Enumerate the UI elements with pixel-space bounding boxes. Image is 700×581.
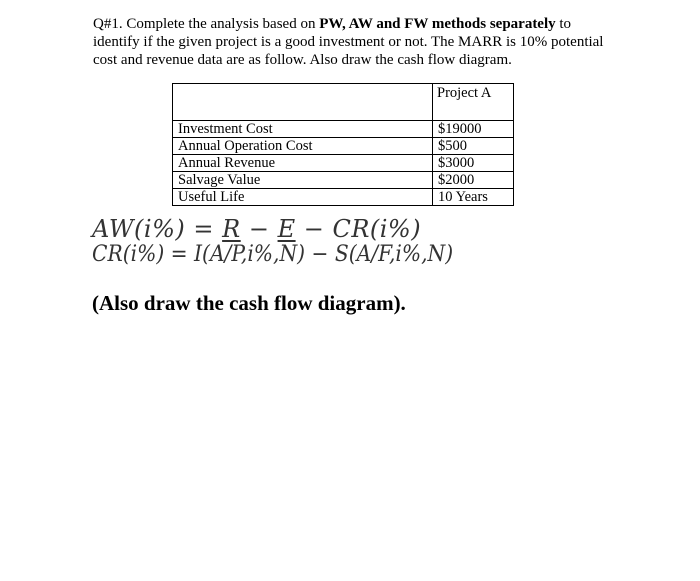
question-prefix: Q#1. Complete the analysis based on bbox=[93, 16, 320, 32]
row-label: Salvage Value bbox=[173, 172, 433, 189]
question-suffix: to identify if the given project is a good investment or not. The MARR is 10% potential cost and revenue data are as follow. Also draw the cash flow diagram. bbox=[93, 16, 604, 68]
table-header-project-a: Project A bbox=[433, 84, 514, 121]
aw-formula-revenue: R bbox=[222, 215, 241, 243]
cr-formula: CR(i%) = I(A/P,i%,N) − S(A/F,i%,N) bbox=[92, 242, 454, 267]
table-row bbox=[173, 172, 514, 189]
table-row bbox=[173, 138, 514, 155]
row-label: Annual Operation Cost bbox=[173, 138, 433, 155]
aw-formula-expense: E bbox=[277, 215, 296, 243]
table-row bbox=[173, 121, 514, 138]
question-bold: PW, AW and FW methods separately bbox=[319, 16, 556, 32]
row-value: $2000 bbox=[433, 172, 514, 189]
aw-formula bbox=[92, 215, 421, 243]
cash-flow-note: (Also draw the cash flow diagram). bbox=[92, 291, 406, 315]
aw-formula-rest: − CR(i%) bbox=[295, 215, 422, 243]
row-label: Annual Revenue bbox=[173, 155, 433, 172]
row-label: Useful Life bbox=[173, 189, 433, 206]
table-row bbox=[173, 155, 514, 172]
question-text bbox=[93, 15, 613, 69]
row-value: $19000 bbox=[433, 121, 514, 138]
table-header-blank bbox=[173, 84, 433, 121]
table-header-row bbox=[173, 84, 514, 121]
row-label: Investment Cost bbox=[173, 121, 433, 138]
aw-formula-lhs: AW(i%) = bbox=[92, 215, 223, 243]
table-row bbox=[173, 189, 514, 206]
row-value: 10 Years bbox=[433, 189, 514, 206]
row-value: $500 bbox=[433, 138, 514, 155]
aw-formula-minus: − bbox=[240, 215, 278, 243]
row-value: $3000 bbox=[433, 155, 514, 172]
cost-data-table bbox=[172, 83, 514, 206]
